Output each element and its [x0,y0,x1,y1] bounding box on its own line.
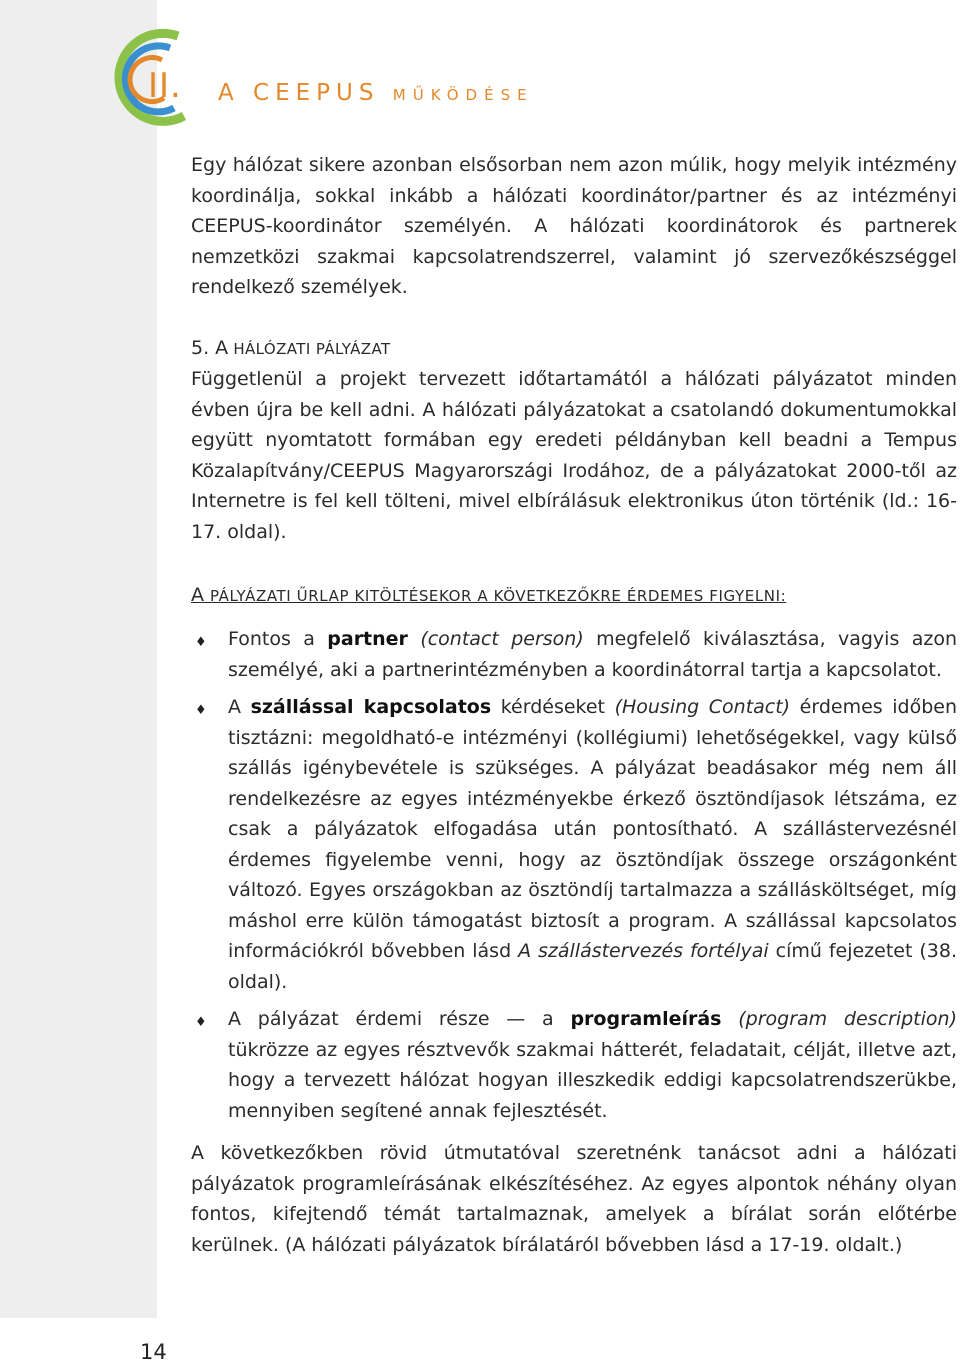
chapter-number: II. [148,66,182,106]
list-item-text: című fejezetet (38. oldal). [228,940,957,993]
chapter-title-main: A CEEPUS [218,80,393,106]
page-number: 14 [140,1340,167,1364]
list-item-text [408,628,420,650]
section-title-initial: A [215,336,229,359]
list-item-english-term: (Housing Contact) [614,696,791,718]
diamond-bullet-icon: ♦ [195,703,207,718]
list-item-text [721,1008,738,1030]
list-item-text: A pályázat érdemi része — a [228,1008,571,1030]
subheading [191,583,957,608]
list-item-text: A [228,696,251,718]
closing-paragraph: A következőkben rövid útmutatóval szeretnénk tanácsot adni a hálózati pályázatok programleírásának elkészítéséhez. Az egyes alpontok néhány olyan fontos, kifejtendő témát tartalmaznak, amelyek a bírálat során előtérbe kerülnek. (A hálózati pályázatok bírálatáról bővebben lásd a 17-19. oldalt.) [191,1142,957,1256]
section-heading [191,333,957,365]
chapter-title-sub: MŰKÖDÉSE [392,86,534,104]
list-item [191,624,957,685]
list-item [191,692,957,997]
subheading-initial: A [191,584,205,606]
diamond-bullet-icon: ♦ [195,635,207,650]
diamond-bullet-icon: ♦ [195,1015,207,1030]
list-item-text: Fontos a [228,628,328,650]
list-item-text: érdemes időben tisztázni: megoldható-e intézményi (kollégiumi) lehetőségekkel, vagy külső szállás igénybevétele is szükséges. A pályázat beadásakor még nem áll rendelkezésre az egyes intézményekbe érkező ösztöndíjasok létszáma, ez csak a pályázatok elfogadása után pontosítható. A szállástervezésnél érdemes figyelembe venni, hogy az ösztöndíjak összege országonként változó. Egyes országokban az ösztöndíj tartalmazza a szállásköltséget, míg máshol erre külön támogatást biztosít a program. A szállással kapcsolatos információkról bővebben lásd [228,696,957,962]
section-number: 5. [191,336,216,359]
chapter-reference: A szállástervezés fortélyai [518,940,769,962]
section-body: Függetlenül a projekt tervezett időtartamától a hálózati pályázatot minden évben újra be kell adni. A hálózati pályázatokat a csatolandó dokumentumokkal együtt nyomtatott formában egy eredeti példányban kell beadni a Tempus Közalapítvány/CEEPUS Magyarországi Irodához, de a pályázatokat 2000-től az Internetre is fel kell tölteni, mivel elbírálásuk elektronikus úton történik (ld.: 16-17. oldal). [191,368,957,543]
list-item-text: kérdéseket [491,696,615,718]
list-item-english-term: (program description) [738,1008,957,1030]
bullet-list [191,624,957,1126]
list-item-english-term: (contact person) [420,628,584,650]
list-item-text: megfelelő kiválasztása, vagyis azon személyé, aki a partnerintézményben a koordinátorral tartja a kapcsolatot. [228,628,957,681]
intro-paragraph: Egy hálózat sikere azonban elsősorban nem azon múlik, hogy melyik intézmény koordinálja, sokkal inkább a hálózati koordinátor/partner és az intézményi CEEPUS-koordinátor személyén. A hálózati koordinátorok és partnerek nemzetközi szakmai kapcsolatrendszerrel, valamint jó szervezőkészséggel rendelkező személyek. [191,154,957,298]
list-item [191,1004,957,1126]
chapter-title [218,80,534,106]
list-item-keyword: szállással kapcsolatos [250,696,492,718]
subheading-text: PÁLYÁZATI ŰRLAP KITÖLTÉSEKOR A KÖVETKEZŐKRE ÉRDEMES FIGYELNI: [204,587,787,605]
list-item-keyword: partner [327,628,408,650]
side-bar [0,0,157,1318]
list-item-keyword: programleírás [570,1008,722,1030]
page-content [191,150,957,1260]
section-title: HÁLÓZATI PÁLYÁZAT [228,339,391,358]
list-item-text: tükrözze az egyes résztvevők szakmai hátterét, feladatait, célját, illetve azt, hogy a tervezett hálózat hogyan illeszkedik eddigi kapcsolatrendszerükbe, mennyiben segítené annak fejlesztését. [228,1038,957,1122]
